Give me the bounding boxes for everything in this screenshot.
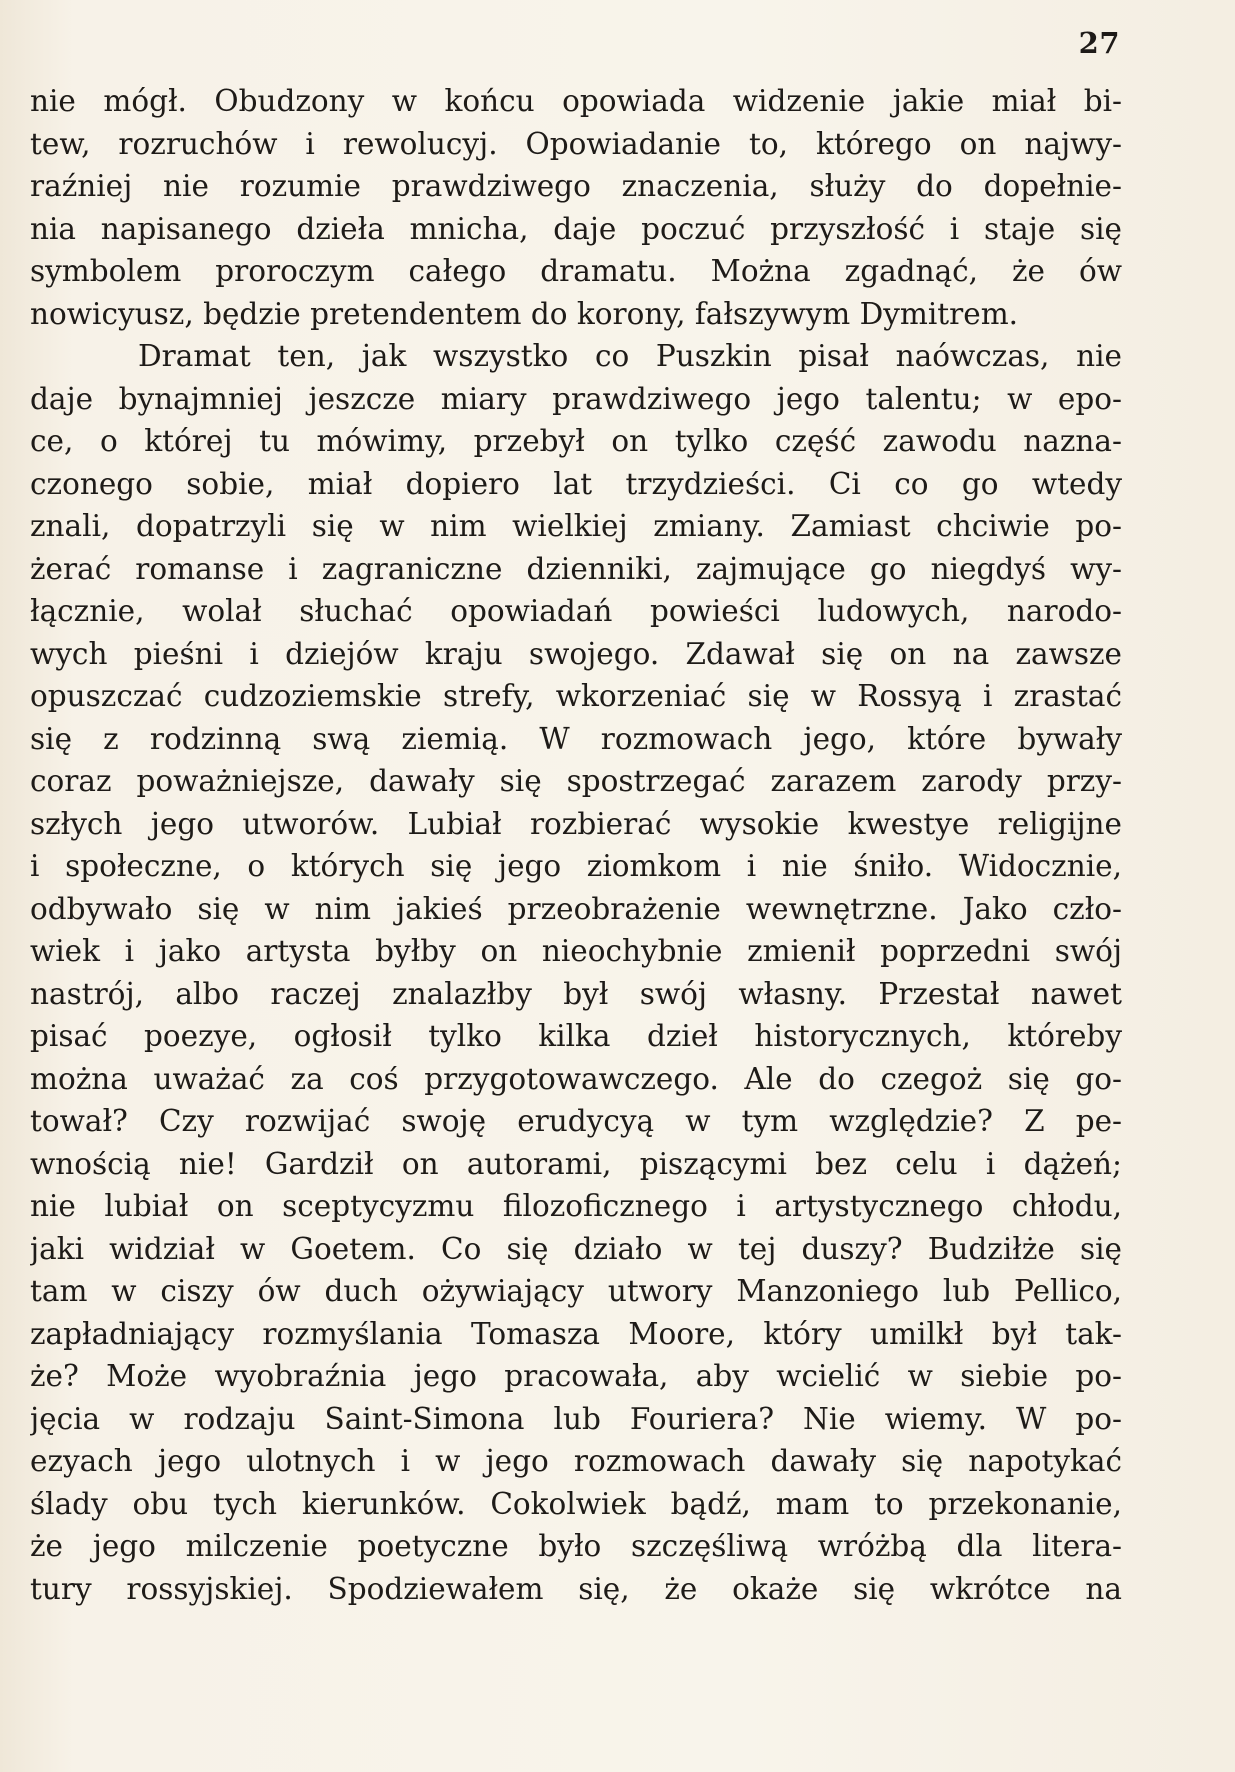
page-text — [30, 80, 1122, 1610]
text-line: można uważać za coś przygotowawczego. Ale do czegoż się go- — [30, 1061, 1122, 1096]
text-line: tew, rozruchów i rewolucyj. Opowiadanie to, którego on najwy- — [30, 126, 1122, 161]
text-line: nowicyusz, będzie pretendentem do korony, fałszywym Dymitrem. — [30, 296, 1019, 331]
text-line: nie mógł. Obudzony w końcu opowiada widzenie jakie miał bi- — [30, 84, 1122, 118]
text-line: nastrój, albo raczej znalazłby był swój własny. Przestał nawet — [30, 976, 1122, 1011]
paragraph-first-line: Dramat ten, jak wszystko co Puszkin pisał naówczas, nie — [138, 339, 1122, 373]
text-line: odbywało się w nim jakieś przeobrażenie wewnętrzne. Jako czło- — [30, 891, 1122, 926]
text-line: nia napisanego dzieła mnicha, daje poczuć przyszłość i staje się — [30, 211, 1122, 246]
text-line: tam w ciszy ów duch ożywiający utwory Manzoniego lub Pellico, — [30, 1274, 1122, 1308]
text-line: nie lubiał on sceptycyzmu filozoficznego i artystycznego chłodu, — [30, 1189, 1122, 1223]
text-line: czonego sobie, miał dopiero lat trzydzieści. Ci co go wtedy — [30, 466, 1122, 501]
text-line: daje bynajmniej jeszcze miary prawdziwego jego talentu; w epo- — [30, 381, 1122, 416]
text-line: i społeczne, o których się jego ziomkom i nie śniło. Widocznie, — [30, 849, 1122, 883]
text-line: szłych jego utworów. Lubiał rozbierać wysokie kwestye religijne — [30, 806, 1122, 841]
text-line: jęcia w rodzaju Saint-Simona lub Fouriera? Nie wiemy. W po- — [30, 1401, 1122, 1436]
text-line: łącznie, wolał słuchać opowiadań powieści ludowych, narodo- — [30, 594, 1122, 628]
text-line: że? Może wyobraźnia jego pracowała, aby wcielić w siebie po- — [30, 1359, 1122, 1393]
text-line: wiek i jako artysta byłby on nieochybnie zmienił poprzedni swój — [30, 934, 1122, 968]
text-line: tury rossyjskiej. Spodziewałem się, że okaże się wkrótce na — [30, 1571, 1122, 1606]
text-line: coraz poważniejsze, dawały się spostrzegać zarazem zarody przy- — [30, 764, 1122, 798]
text-line: symbolem proroczym całego dramatu. Można zgadnąć, że ów — [30, 254, 1122, 288]
text-line: wnością nie! Gardził on autorami, piszącymi bez celu i dążeń; — [30, 1146, 1122, 1181]
text-line: opuszczać cudzoziemskie strefy, wkorzeniać się w Rossyą i zrastać — [30, 679, 1122, 713]
text-line: tował? Czy rozwijać swoję erudycyą w tym względzie? Z pe- — [30, 1104, 1122, 1138]
text-line: znali, dopatrzyli się w nim wielkiej zmiany. Zamiast chciwie po- — [30, 509, 1122, 543]
text-line: żerać romanse i zagraniczne dzienniki, zajmujące go niegdyś wy- — [30, 551, 1122, 586]
text-line: jaki widział w Goetem. Co się działo w tej duszy? Budziłże się — [30, 1231, 1122, 1266]
text-line: ezyach jego ulotnych i w jego rozmowach dawały się napotykać — [30, 1444, 1122, 1478]
text-line: zapładniający rozmyślania Tomasza Moore, który umilkł był tak- — [30, 1316, 1122, 1351]
text-line: że jego milczenie poetyczne było szczęśliwą wróżbą dla litera- — [30, 1529, 1122, 1563]
text-line: się z rodzinną swą ziemią. W rozmowach jego, które bywały — [30, 721, 1122, 756]
page-number: 27 — [1078, 26, 1120, 60]
text-line: ślady obu tych kierunków. Cokolwiek bądź, mam to przekonanie, — [30, 1486, 1122, 1521]
text-line: ce, o której tu mówimy, przebył on tylko część zawodu nazna- — [30, 424, 1122, 458]
text-line: pisać poezye, ogłosił tylko kilka dzieł historycznych, któreby — [30, 1019, 1122, 1053]
text-line: wych pieśni i dziejów kraju swojego. Zdawał się on na zawsze — [30, 636, 1122, 671]
text-line: raźniej nie rozumie prawdziwego znaczenia, służy do dopełnie- — [30, 169, 1122, 203]
